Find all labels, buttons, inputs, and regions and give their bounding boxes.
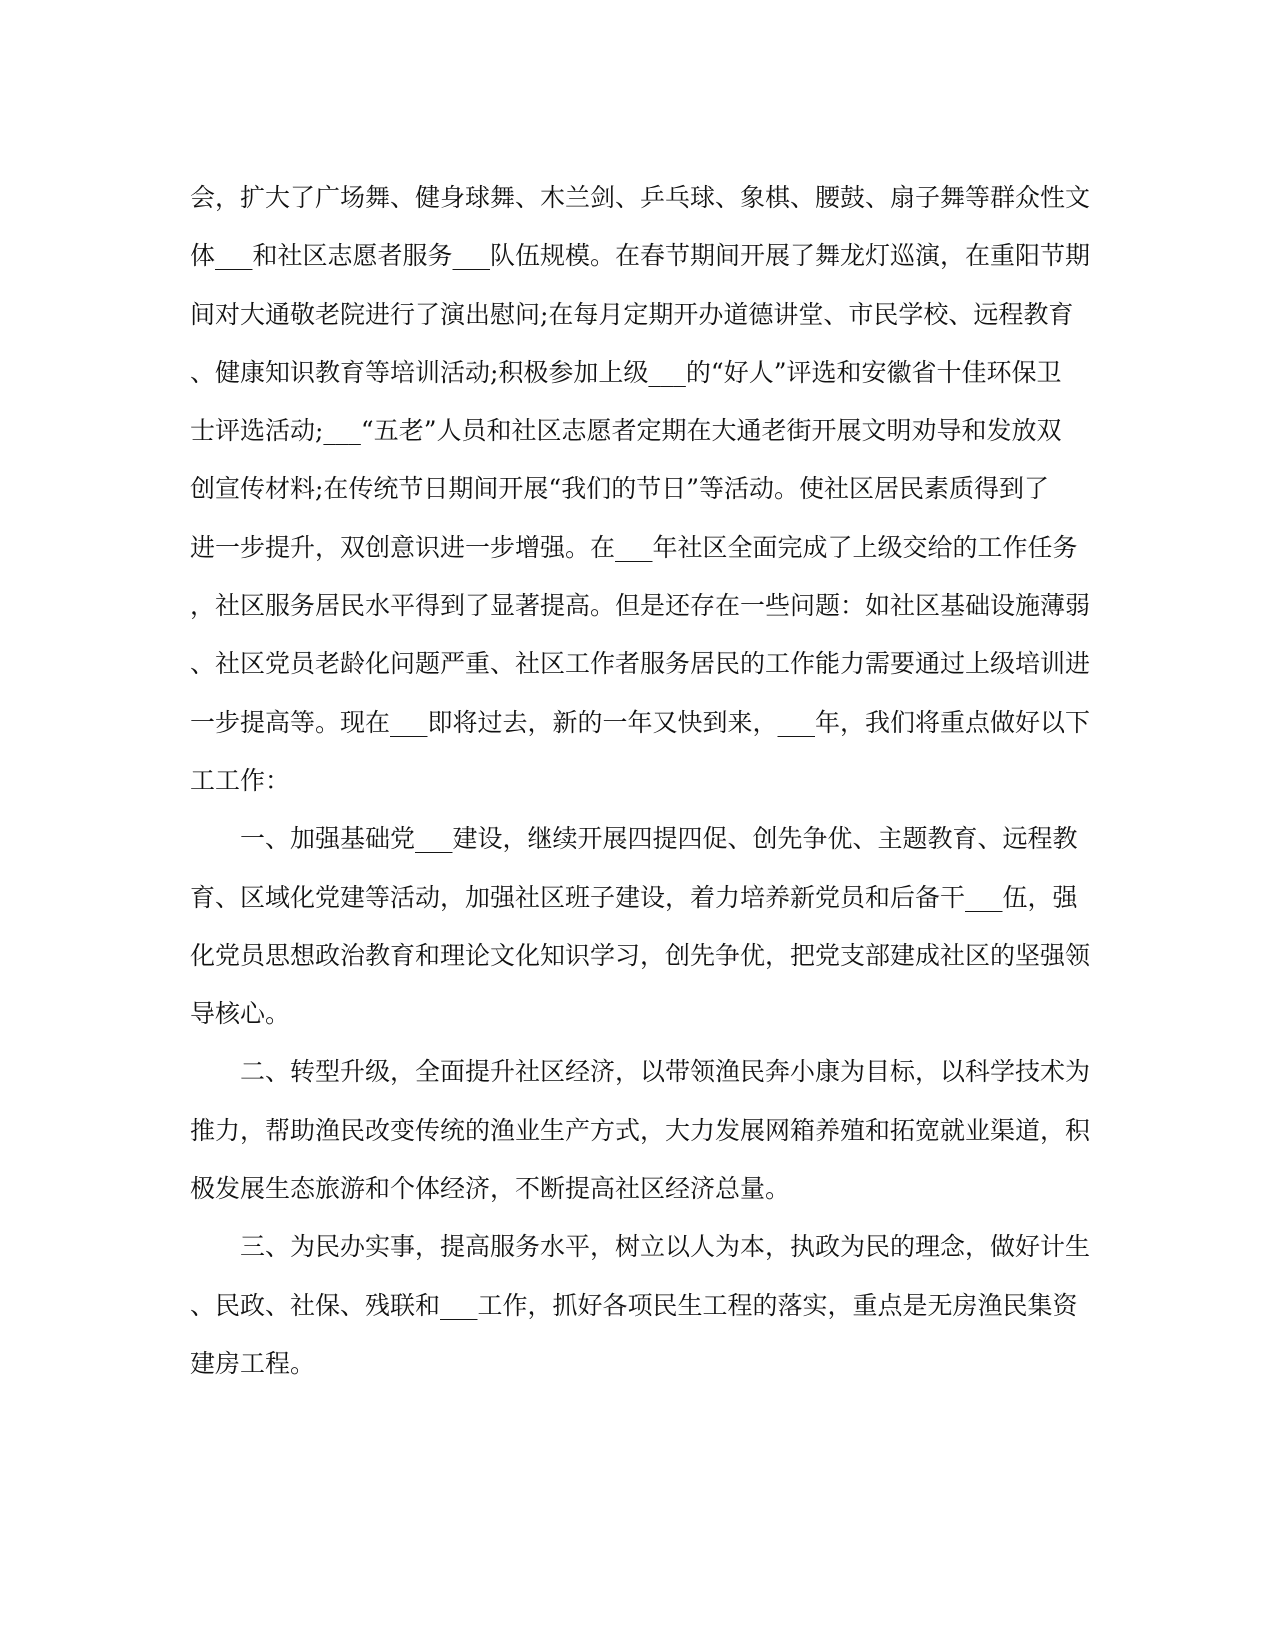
text-line: 间对大通敬老院进行了演出慰问;在每月定期开办道德讲堂、市民学校、远程教育 <box>190 299 1074 329</box>
text-line: 推力，帮助渔民改变传统的渔业生产方式，大力发展网箱养殖和拓宽就业渠道，积 <box>190 1115 1090 1145</box>
text-line: 三、为民办实事，提高服务水平，树立以人为本，执政为民的理念，做好计生 <box>190 1232 1090 1262</box>
text-line: 士评选活动;___“五老”人员和社区志愿者定期在大通老街开展文明劝导和发放双 <box>190 416 1062 446</box>
text-line: 、健康知识教育等培训活动;积极参加上级___的“好人”评选和安徽省十佳环保卫 <box>190 357 1062 387</box>
text-line: 建房工程。 <box>190 1348 316 1378</box>
text-line: 一步提高等。现在___即将过去，新的一年又快到来，___年，我们将重点做好以下 <box>190 707 1090 737</box>
text-line: ，社区服务居民水平得到了显著提高。但是还存在一些问题：如社区基础设施薄弱 <box>190 591 1090 621</box>
text-line: 、民政、社保、残联和___工作，抓好各项民生工程的落实，重点是无房渔民集资 <box>190 1290 1078 1320</box>
body-text <box>190 169 1090 1393</box>
text-line: 化党员思想政治教育和理论文化知识学习，创先争优，把党支部建成社区的坚强领 <box>190 940 1090 970</box>
text-line: 、社区党员老龄化问题严重、社区工作者服务居民的工作能力需要通过上级培训进 <box>190 649 1090 679</box>
text-line: 极发展生态旅游和个体经济，不断提高社区经济总量。 <box>190 1174 791 1204</box>
text-line: 二、转型升级，全面提升社区经济，以带领渔民奔小康为目标，以科学技术为 <box>190 1057 1090 1087</box>
text-line: 会，扩大了广场舞、健身球舞、木兰剑、乒乓球、象棋、腰鼓、扇子舞等群众性文 <box>190 183 1090 212</box>
text-line: 进一步提升，双创意识进一步增强。在___年社区全面完成了上级交给的工作任务 <box>190 532 1078 562</box>
text-line: 工工作： <box>190 765 291 795</box>
text-line: 创宣传材料;在传统节日期间开展“我们的节日”等活动。使社区居民素质得到了 <box>190 474 1049 504</box>
text-line: 一、加强基础党___建设，继续开展四提四促、创先争优、主题教育、远程教 <box>190 824 1078 854</box>
text-line: 体___和社区志愿者服务___队伍规模。在春节期间开展了舞龙灯巡演，在重阳节期 <box>190 241 1090 271</box>
text-line: 导核心。 <box>190 999 291 1029</box>
text-line: 育、区域化党建等活动，加强社区班子建设，着力培养新党员和后备干___伍，强 <box>190 882 1078 912</box>
